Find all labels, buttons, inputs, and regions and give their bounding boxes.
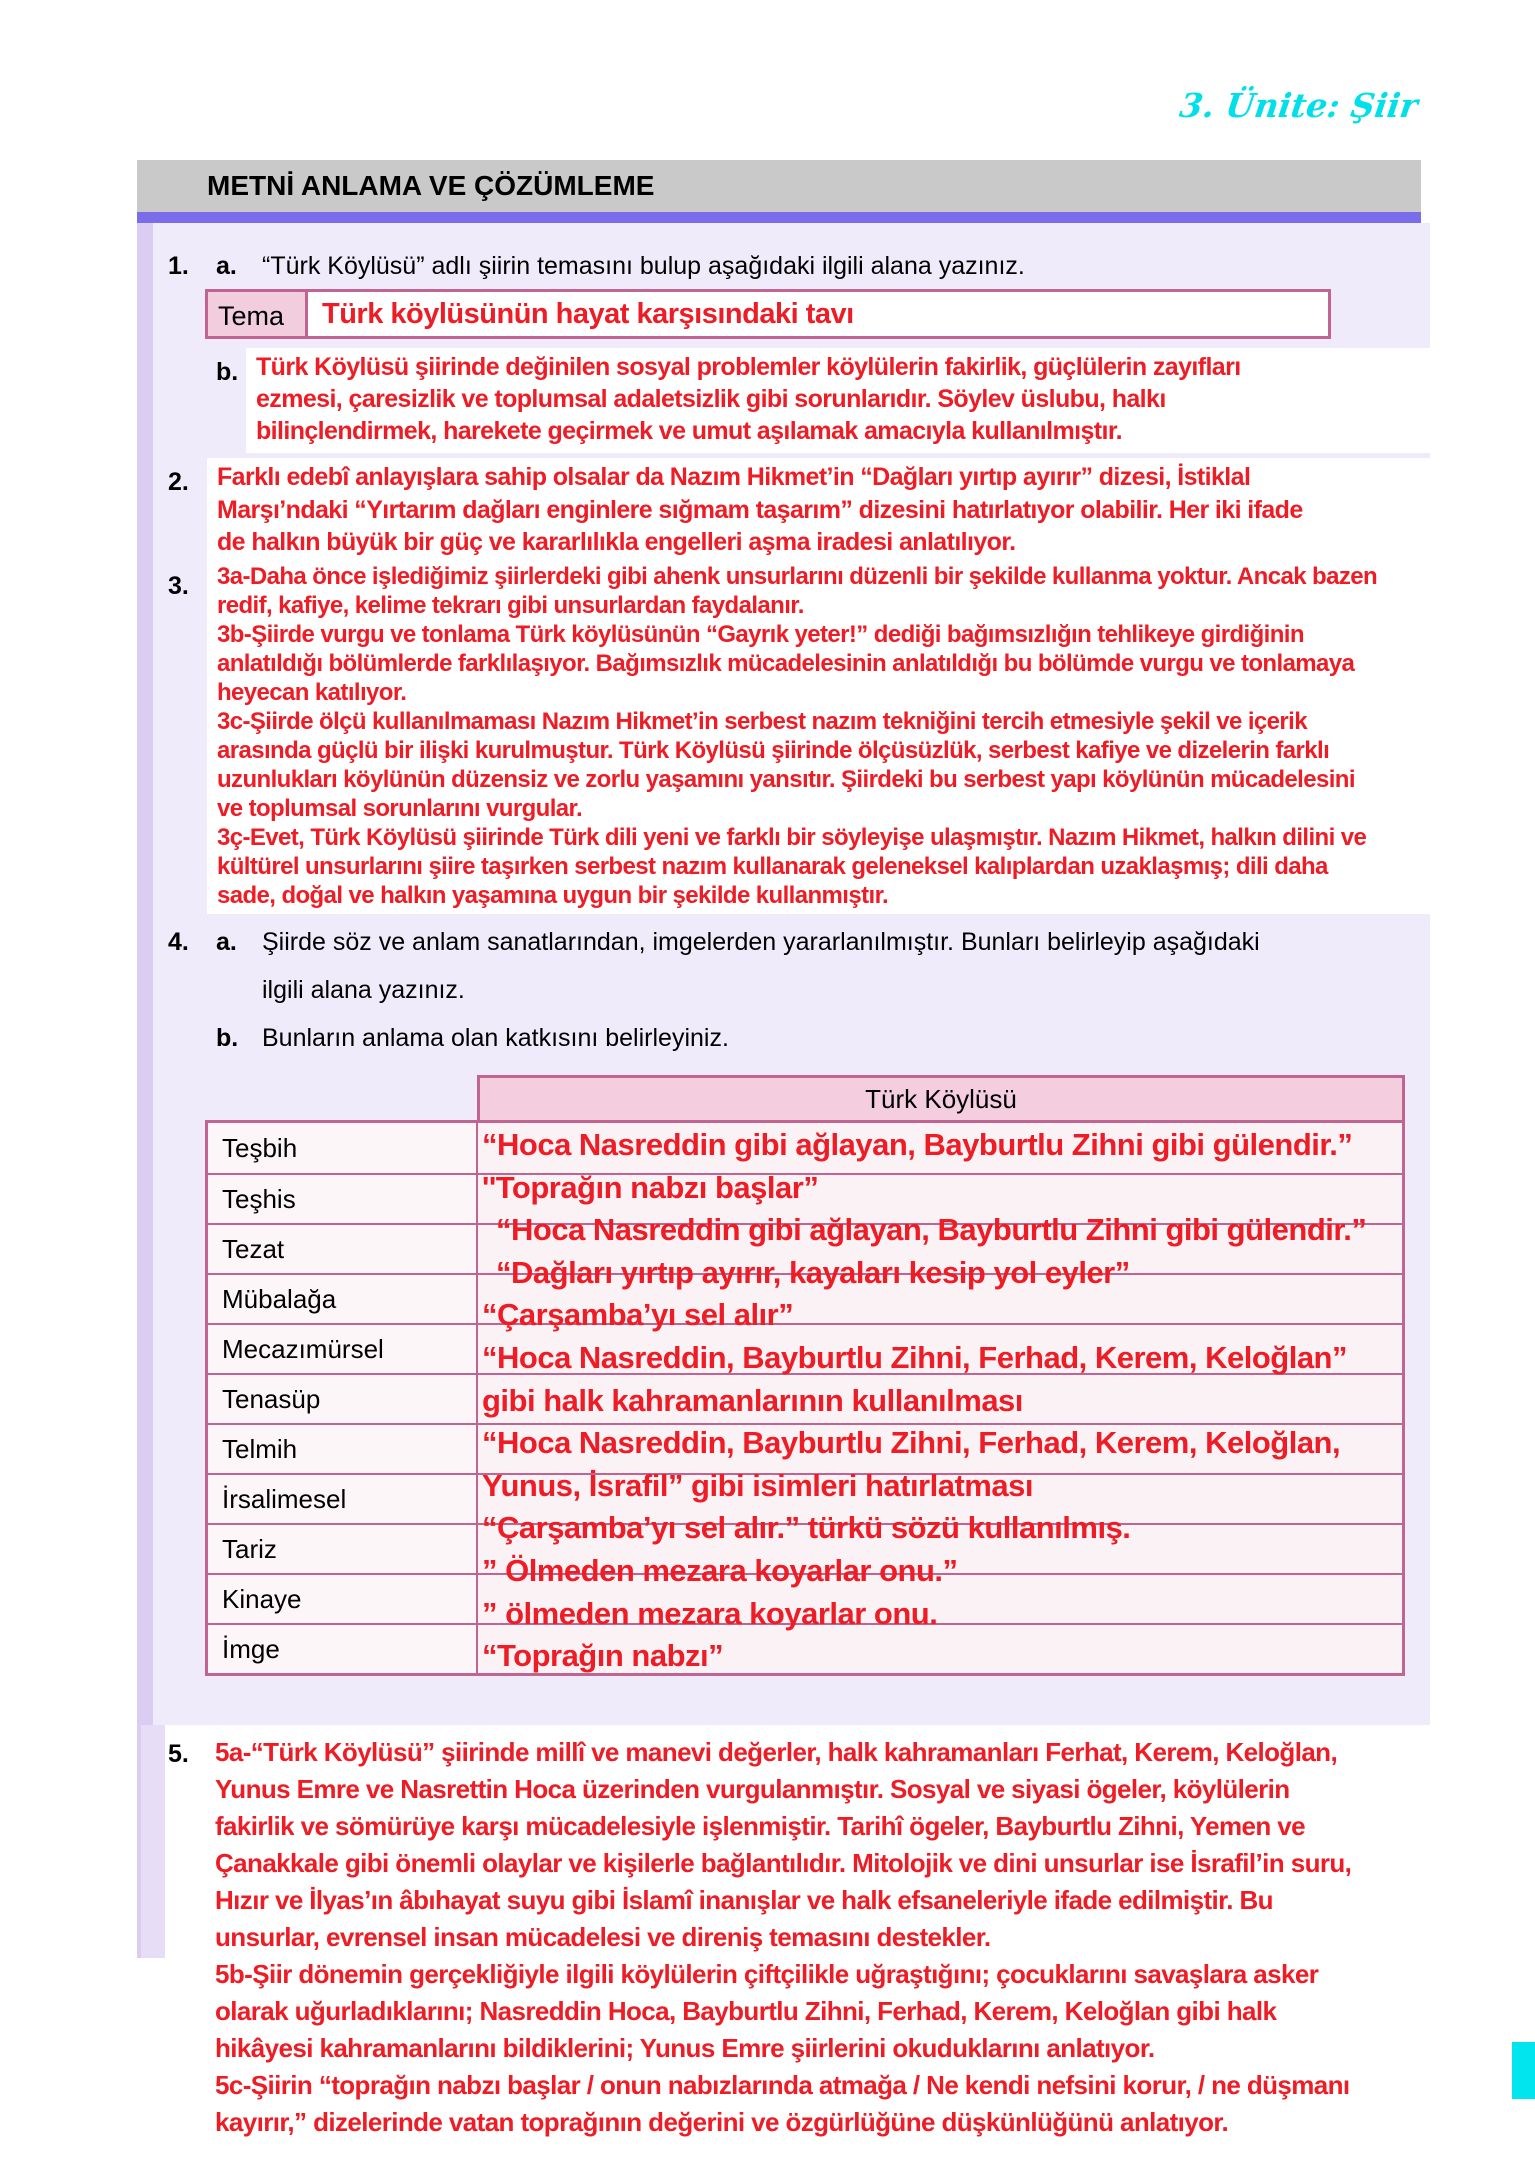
answer-line: Hızır ve İlyas’ın âbıhayat suyu gibi İslamî inanışlar ve halk efsaneleriyle ifade edilmiştir. Bu — [215, 1885, 1273, 1915]
table-answer-line: “Hoca Nasreddin, Bayburtlu Zihni, Ferhad, Kerem, Keloğlan” — [482, 1339, 1347, 1375]
answer-line: unsurlar, evrensel insan mücadelesi ve direniş temasını destekler. — [215, 1922, 991, 1952]
answer-line: ezmesi, çaresizlik ve toplumsal adaletsizlik gibi sorunlarıdır. Söylev üslubu, halkı — [256, 385, 1166, 413]
answer-line: kültürel unsurlarını şiire taşırken serbest nazım kullanarak geleneksel kalıplardan uzaklaşmış; dili daha — [217, 853, 1328, 880]
question-4b-label: b. — [216, 1024, 239, 1052]
question-5-answer — [205, 1730, 1470, 2147]
header-accent-bar — [137, 212, 1421, 223]
table-answer-line: “Hoca Nasreddin gibi ağlayan, Bayburtlu Zihni gibi gülendir.” — [482, 1127, 1353, 1162]
tema-answer: Türk köylüsünün hayat karşısındaki tavı — [322, 297, 854, 330]
section-title: METNİ ANLAMA VE ÇÖZÜMLEME — [207, 170, 655, 201]
table-answer-line: “Çarşamba’yı sel alır.” türkü sözü kullanılmış. — [482, 1510, 1131, 1546]
answer-line: 3ç-Evet, Türk Köylüsü şiirinde Türk dili yeni ve farklı bir söyleyişe ulaşmıştır. Nazım Hikmet, halkın dilini ve — [217, 824, 1367, 851]
question-3-number: 3. — [168, 572, 189, 600]
answer-line: hikâyesi kahramanlarını bildiklerini; Yunus Emre şiirlerini okuduklarını anlatıyor. — [215, 2033, 1155, 2063]
answer-line: kayırır,” dizelerinde vatan toprağının değerini ve özgürlüğüne düşkünlüğünü anlatıyor. — [215, 2107, 1229, 2137]
question-5-number: 5. — [168, 1740, 189, 1768]
table-header-cell: Türk Köylüsü — [477, 1075, 1405, 1120]
tema-box — [205, 289, 1331, 339]
tema-label: Tema — [208, 292, 308, 336]
table-answer-line: Yunus, İsrafil” gibi isimleri hatırlatması — [482, 1467, 1033, 1503]
answer-line: ve toplumsal sorunlarını vurgular. — [217, 795, 583, 822]
page-edge-tab — [1512, 2042, 1535, 2099]
answer-line: olarak uğurladıklarını; Nasreddin Hoca, Bayburtlu Zihni, Ferhad, Kerem, Keloğlan gibi halk — [215, 1996, 1277, 2026]
table-row-label: Mecazımürsel — [208, 1325, 478, 1373]
answer-line: uzunlukları köylünün düzensiz ve zorlu yaşamını yansıtır. Şiirdeki bu serbest yapı köylünün mücadelesini — [217, 766, 1355, 793]
panel-left-strip — [137, 223, 153, 1725]
table-answer-line: ” Ölmeden mezara koyarlar onu.” — [482, 1552, 958, 1588]
answer-line: bilinçlendirmek, harekete geçirmek ve umut aşılamak amacıyla kullanılmıştır. — [256, 417, 1122, 445]
answer-line: Marşı’ndaki “Yırtarım dağları enginlere sığmam taşarım” dizesini hatırlatıyor olabilir. Her iki ifade — [217, 495, 1303, 524]
question-1-number: 1. — [168, 252, 189, 280]
answer-line: fakirlik ve sömürüye karşı mücadelesiyle işlenmiştir. Tarihî ögeler, Bayburtlu Zihni, Yemen ve — [215, 1811, 1306, 1841]
table-row-label: Teşhis — [208, 1175, 478, 1223]
question-2-answer — [207, 458, 1465, 564]
answer-line: 5a-“Türk Köylüsü” şiirinde millî ve manevi değerler, halk kahramanları Ferhat, Kerem, Keloğlan, — [215, 1737, 1338, 1767]
answer-line: 5b-Şiir dönemin gerçekliğiyle ilgili köylülerin çiftçilikle uğraştığını; çocuklarını savaşlara asker — [215, 1959, 1319, 1989]
question-4b-text: Bunların anlama olan katkısını belirleyiniz. — [262, 1024, 729, 1052]
question-4-number: 4. — [168, 928, 189, 956]
table-answer-line: “Dağları yırtıp ayırır, kayaları kesip yol eyler” — [496, 1254, 1130, 1290]
table-answer-line: ” ölmeden mezara koyarlar onu. — [482, 1595, 938, 1631]
answer-line: Yunus Emre ve Nasrettin Hoca üzerinden vurgulanmıştır. Sosyal ve siyasi ögeler, köylülerin — [215, 1774, 1290, 1804]
question-4a-text-line1: Şiirde söz ve anlam sanatlarından, imgelerden yararlanılmıştır. Bunları belirleyip aşağıdaki — [262, 928, 1260, 956]
question-4a-label: a. — [216, 928, 237, 956]
answer-line: anlatıldığı bölümlerde farklılaşıyor. Bağımsızlık mücadelesinin anlatıldığı bu bölümde vurgu ve tonlamaya — [217, 650, 1355, 677]
table-row-label: Teşbih — [208, 1123, 478, 1173]
answer-line: 3a-Daha önce işlediğimiz şiirlerdeki gibi ahenk unsurlarını düzenli bir şekilde kullanma yoktur. Ancak bazen — [217, 563, 1378, 590]
table-row-label: İrsalimesel — [208, 1475, 478, 1523]
table-answer-line: ''Toprağın nabzı başlar” — [482, 1169, 819, 1205]
answer-line: de halkın büyük bir güç ve kararlılıkla engelleri aşma iradesi anlatılıyor. — [217, 528, 1016, 556]
question-3-answer — [207, 560, 1460, 914]
answer-line: 5c-Şiirin “toprağın nabzı başlar / onun nabızlarında atmağa / Ne kendi nefsini korur, / ne düşmanı — [215, 2070, 1350, 2100]
unit-label: 3. Ünite: Şiir — [1176, 86, 1420, 125]
answer-line: heyecan katılıyor. — [217, 679, 407, 706]
table-answer-line: “Hoca Nasreddin gibi ağlayan, Bayburtlu Zihni gibi gülendir.” — [496, 1212, 1367, 1248]
table-answer-line: “Hoca Nasreddin, Bayburtlu Zihni, Ferhad, Kerem, Keloğlan, — [482, 1425, 1341, 1461]
question-1a-label: a. — [216, 252, 237, 280]
answer-line: 3b-Şiirde vurgu ve tonlama Türk köylüsünün “Gayrık yeter!” dediği bağımsızlığın tehlikeye girdiğinin — [217, 621, 1304, 648]
answer-line: sade, doğal ve halkın yaşamına uygun bir şekilde kullanmıştır. — [217, 882, 889, 909]
question-1b-label: b. — [216, 358, 239, 386]
answer-line: Türk Köylüsü şiirinde değinilen sosyal problemler köylülerin fakirlik, güçlülerin zayıfları — [256, 353, 1241, 381]
table-answer-line: gibi halk kahramanlarının kullanılması — [482, 1382, 1023, 1418]
question-1a-text: “Türk Köylüsü” adlı şiirin temasını bulup aşağıdaki ilgili alana yazınız. — [262, 252, 1025, 280]
answer-line: 3c-Şiirde ölçü kullanılmaması Nazım Hikmet’in serbest nazım tekniğini tercih etmesiyle şekil ve içerik — [217, 708, 1307, 735]
table-row-label: Kinaye — [208, 1575, 478, 1623]
table-answer-line: “Çarşamba’yı sel alır” — [482, 1297, 794, 1333]
table-row-label: Telmih — [208, 1425, 478, 1473]
panel-left-strip-bottom — [137, 1725, 165, 1958]
question-4a-text-line2: ilgili alana yazınız. — [262, 976, 465, 1004]
answer-line: Farklı edebî anlayışlara sahip olsalar da Nazım Hikmet’in “Dağları yırtıp ayırır” dizesi, İstiklal — [217, 463, 1251, 491]
question-2-number: 2. — [168, 468, 189, 496]
table-row-label: Tenasüp — [208, 1375, 478, 1423]
answer-line: redif, kafiye, kelime tekrarı gibi unsurlardan faydalanır. — [217, 592, 804, 619]
section-header-bar — [137, 160, 1421, 212]
table-row-label: Mübalağa — [208, 1275, 478, 1323]
table-answers-overlay — [482, 1124, 1366, 1678]
answer-line: arasında güçlü bir ilişki kurulmuştur. Türk Köylüsü şiirinde ölçüsüzlük, serbest kafiye ve dizelerin farklı — [217, 737, 1330, 764]
answer-line: Çanakkale gibi önemli olaylar ve kişilerle bağlantılıdır. Mitolojik ve dini unsurlar ise İsrafil’in suru, — [215, 1848, 1352, 1878]
table-row-label: Tezat — [208, 1225, 478, 1273]
table-row-label: Tariz — [208, 1525, 478, 1573]
table-answer-line: “Toprağın nabzı” — [482, 1638, 724, 1674]
table-row-label: İmge — [208, 1625, 478, 1673]
question-1b-answer — [246, 348, 1444, 453]
